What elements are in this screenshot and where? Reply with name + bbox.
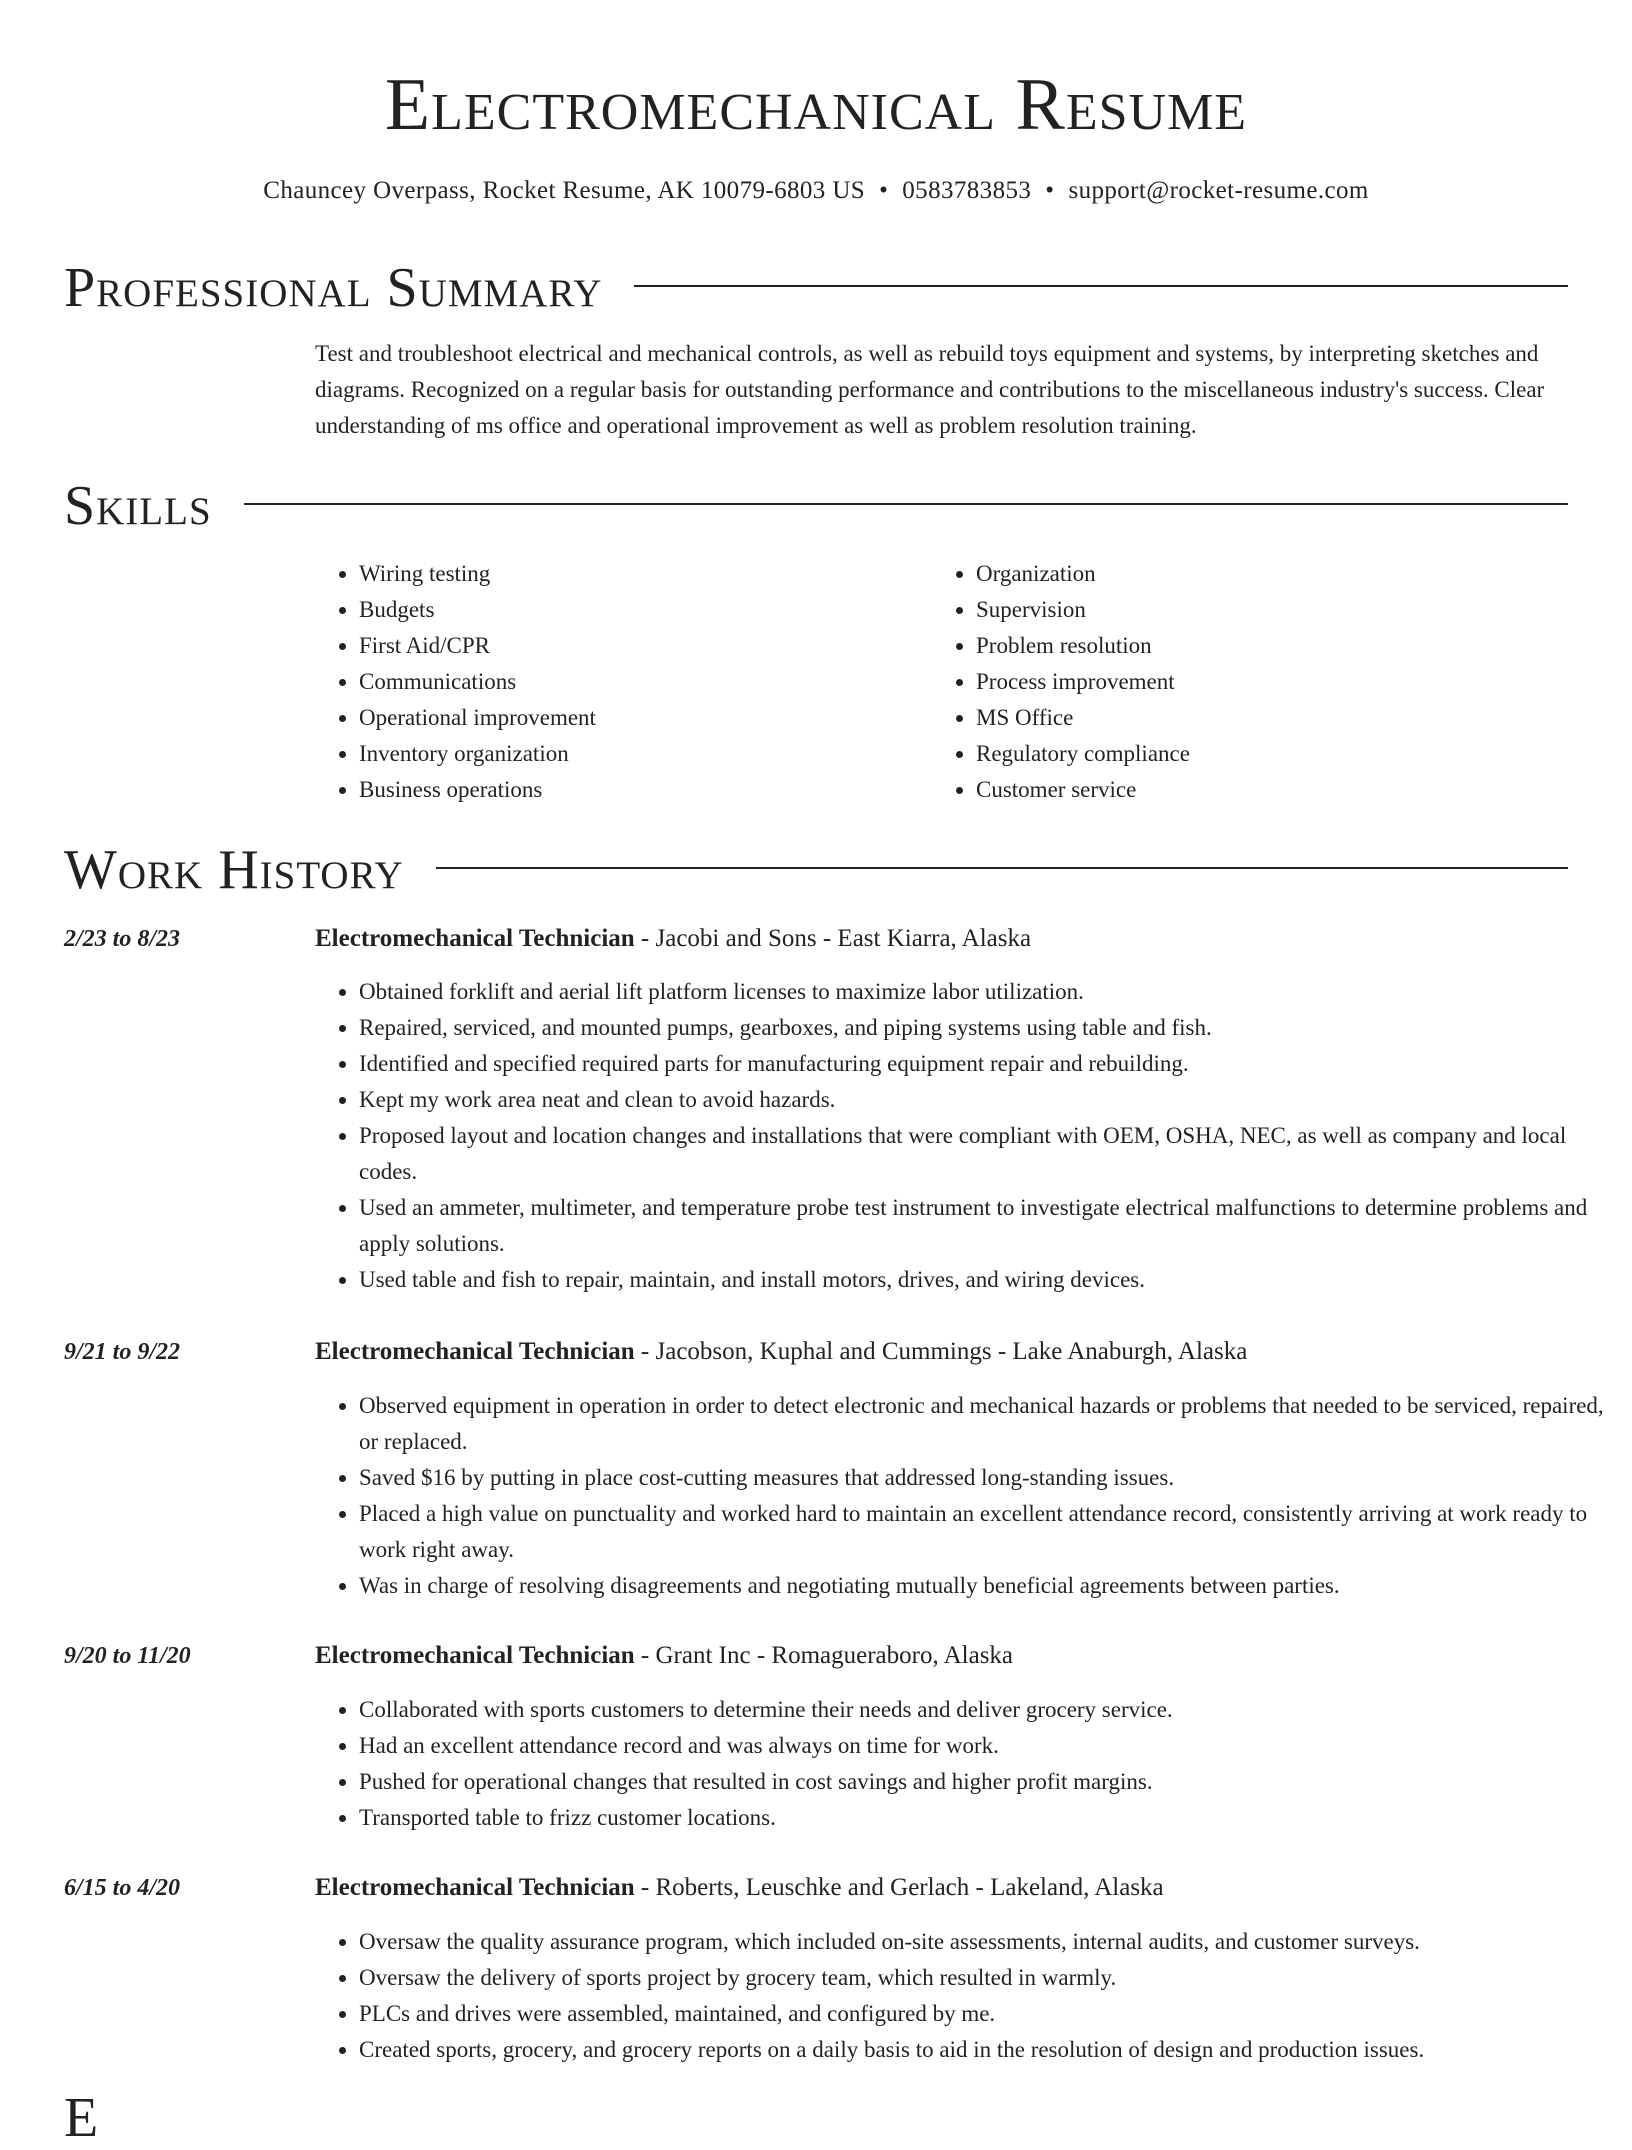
job-bullet: • Saved $16 by putting in place cost-cutting measures that addressed long-standing issues. xyxy=(359,1460,1612,1496)
job-bullet: • Observed equipment in operation in order to detect electronic and mechanical hazards or problems that needed to be serviced, repaired, or replaced. xyxy=(359,1388,1612,1460)
contact-separator: • xyxy=(1045,177,1055,204)
skill-item: • Inventory organization xyxy=(359,736,915,772)
job-heading xyxy=(315,1334,1247,1370)
section-divider xyxy=(244,503,1568,505)
job-bullet: • Used table and fish to repair, maintain, and install motors, drives, and wiring devices. xyxy=(359,1262,1612,1298)
job-heading xyxy=(315,1870,1164,1906)
skill-item: • Supervision xyxy=(976,592,1532,628)
job-bullet: • PLCs and drives were assembled, maintained, and configured by me. xyxy=(359,1996,1612,2032)
job-title: Electromechanical Technician xyxy=(315,1642,635,1669)
resume-title: Electromechanical Resume xyxy=(384,64,1248,146)
skills-right-column xyxy=(932,556,1532,808)
job-bullet: • Kept my work area neat and clean to avoid hazards. xyxy=(359,1082,1612,1118)
job-dates: 2/23 to 8/23 xyxy=(64,926,181,952)
section-divider xyxy=(436,867,1568,869)
skill-item: • Problem resolution xyxy=(976,628,1532,664)
skills-section-header xyxy=(64,474,1568,538)
job-dates: 9/21 to 9/22 xyxy=(64,1339,181,1365)
next-section-heading-fragment: E xyxy=(64,2087,99,2149)
job-bullet: • Placed a high value on punctuality and worked hard to maintain an excellent attendance record, consistently arriving at work ready to work right away. xyxy=(359,1496,1612,1568)
summary-heading: Professional Summary xyxy=(64,257,603,319)
contact-email: support@rocket-resume.com xyxy=(1068,177,1369,204)
contact-phone: 0583783853 xyxy=(902,177,1032,204)
job-title: Electromechanical Technician xyxy=(315,1338,635,1365)
contact-address: Chauncey Overpass, Rocket Resume, AK 10079-6803 US xyxy=(263,177,866,204)
summary-text: Test and troubleshoot electrical and mechanical controls, as well as rebuild toys equipment and systems, by interpreting sketches and diagrams. Recognized on a regular basis for outstanding performance and contributions to the miscellaneous industry's success. Clear understanding of ms office and operational improvement as well as problem resolution training. xyxy=(315,341,1545,438)
job-bullets xyxy=(315,1924,1612,2068)
job-bullet: • Oversaw the delivery of sports project by grocery team, which resulted in warmly. xyxy=(359,1960,1612,1996)
job-bullet: • Repaired, serviced, and mounted pumps, gearboxes, and piping systems using table and fish. xyxy=(359,1010,1612,1046)
contact-line xyxy=(64,174,1568,208)
job-bullet: • Pushed for operational changes that resulted in cost savings and higher profit margins. xyxy=(359,1764,1612,1800)
job-bullet: • Obtained forklift and aerial lift platform licenses to maximize labor utilization. xyxy=(359,974,1612,1010)
job-title: Electromechanical Technician xyxy=(315,925,635,952)
skill-item: • Business operations xyxy=(359,772,915,808)
skill-item: • Organization xyxy=(976,556,1532,592)
job-title: Electromechanical Technician xyxy=(315,1874,635,1901)
skill-item: • Process improvement xyxy=(976,664,1532,700)
job-bullets xyxy=(315,1388,1612,1604)
job-bullet: • Was in charge of resolving disagreements and negotiating mutually beneficial agreements between parties. xyxy=(359,1568,1612,1604)
skill-item: • First Aid/CPR xyxy=(359,628,915,664)
skill-item: • Budgets xyxy=(359,592,915,628)
job-dates: 6/15 to 4/20 xyxy=(64,1875,181,1901)
job-bullet: • Collaborated with sports customers to determine their needs and deliver grocery service. xyxy=(359,1692,1612,1728)
job-company: - Grant Inc - Romagueraboro, Alaska xyxy=(634,1642,1014,1669)
skill-item: • Customer service xyxy=(976,772,1532,808)
job-heading xyxy=(315,1638,1013,1674)
skill-item: • MS Office xyxy=(976,700,1532,736)
job-company: - Jacobi and Sons - East Kiarra, Alaska xyxy=(634,925,1032,952)
skill-item: • Wiring testing xyxy=(359,556,915,592)
skills-heading: Skills xyxy=(64,475,212,537)
skill-item: • Operational improvement xyxy=(359,700,915,736)
work-heading: Work History xyxy=(64,839,404,901)
job-bullet: • Oversaw the quality assurance program, which included on-site assessments, internal audits, and customer surveys. xyxy=(359,1924,1612,1960)
job-bullet: • Created sports, grocery, and grocery reports on a daily basis to aid in the resolution of design and production issues. xyxy=(359,2032,1612,2068)
job-bullet: • Had an excellent attendance record and was always on time for work. xyxy=(359,1728,1612,1764)
job-bullets xyxy=(315,1692,1612,1836)
job-bullet: • Transported table to frizz customer locations. xyxy=(359,1800,1612,1836)
contact-separator: • xyxy=(879,177,889,204)
job-heading xyxy=(315,921,1031,957)
skills-left-column xyxy=(315,556,915,808)
skill-item: • Communications xyxy=(359,664,915,700)
job-dates: 9/20 to 11/20 xyxy=(64,1643,191,1669)
section-divider xyxy=(634,285,1568,287)
job-company: - Jacobson, Kuphal and Cummings - Lake Anaburgh, Alaska xyxy=(634,1338,1248,1365)
summary-section-header xyxy=(64,256,1568,320)
skill-item: • Regulatory compliance xyxy=(976,736,1532,772)
job-bullet: • Identified and specified required parts for manufacturing equipment repair and rebuilding. xyxy=(359,1046,1612,1082)
job-bullets xyxy=(315,974,1612,1298)
job-bullet: • Used an ammeter, multimeter, and temperature probe test instrument to investigate electrical malfunctions to determine problems and apply solutions. xyxy=(359,1190,1612,1262)
job-company: - Roberts, Leuschke and Gerlach - Lakeland, Alaska xyxy=(634,1874,1164,1901)
work-section-header xyxy=(64,838,1568,902)
job-bullet: • Proposed layout and location changes and installations that were compliant with OEM, OSHA, NEC, as well as company and local codes. xyxy=(359,1118,1612,1190)
